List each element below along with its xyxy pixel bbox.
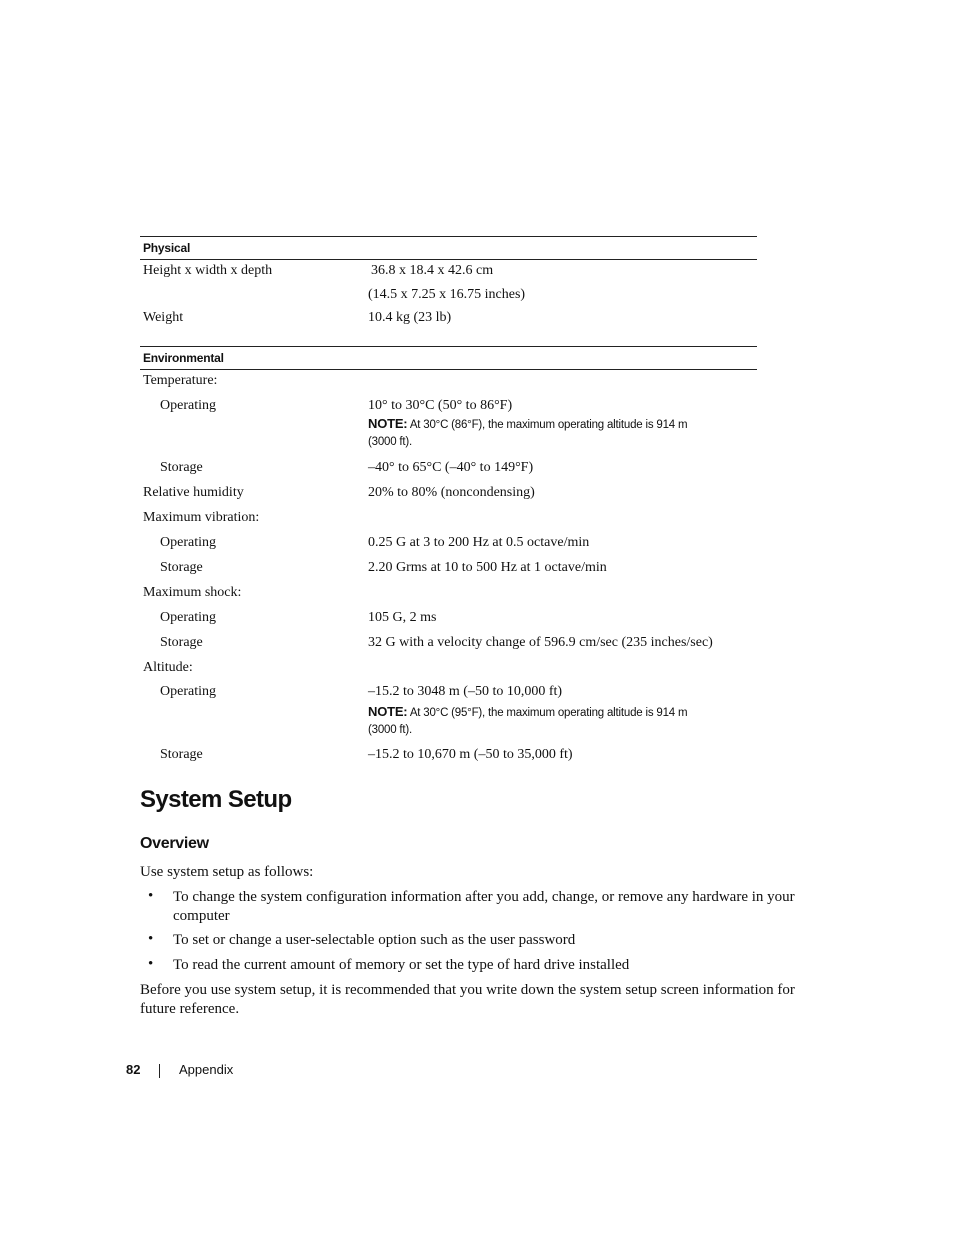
list-item: To read the current amount of memory or set the type of hard drive installed bbox=[173, 957, 630, 973]
bullet-icon: • bbox=[148, 931, 154, 947]
row-value: 0.25 G at 3 to 200 Hz at 0.5 octave/min bbox=[368, 535, 590, 550]
note bbox=[368, 415, 687, 451]
row-value: (14.5 x 7.25 x 16.75 inches) bbox=[368, 287, 526, 302]
row-value: 36.8 x 18.4 x 42.6 cm bbox=[371, 263, 494, 278]
note-text: (3000 ft). bbox=[368, 436, 413, 448]
table-row bbox=[140, 482, 757, 507]
row-label: Temperature: bbox=[143, 373, 218, 388]
row-label: Altitude: bbox=[143, 660, 193, 675]
note bbox=[368, 703, 687, 739]
row-value: –15.2 to 10,670 m (–50 to 35,000 ft) bbox=[368, 747, 573, 762]
row-value: 10.4 kg (23 lb) bbox=[368, 310, 452, 325]
table-row bbox=[140, 308, 757, 346]
row-value: –40° to 65°C (–40° to 149°F) bbox=[368, 460, 534, 475]
table-row bbox=[140, 582, 757, 607]
row-value: 32 G with a velocity change of 596.9 cm/sec (235 inches/sec) bbox=[368, 635, 713, 650]
row-label: Maximum vibration: bbox=[143, 510, 260, 525]
row-label: Maximum shock: bbox=[143, 585, 242, 600]
subsection-title: Overview bbox=[140, 835, 209, 852]
row-value: –15.2 to 3048 m (–50 to 10,000 ft) bbox=[368, 684, 563, 699]
table-row bbox=[140, 260, 757, 284]
bullet-icon: • bbox=[148, 888, 154, 904]
note-label: NOTE: bbox=[368, 704, 408, 719]
row-label: Operating bbox=[160, 610, 216, 625]
table-row bbox=[140, 457, 757, 482]
row-label: Operating bbox=[160, 535, 216, 550]
note-text: (3000 ft). bbox=[368, 724, 413, 736]
row-label: Storage bbox=[160, 460, 203, 475]
row-value: 2.20 Grms at 10 to 500 Hz at 1 octave/min bbox=[368, 560, 607, 575]
footer-section-name: Appendix bbox=[179, 1062, 234, 1077]
row-label: Weight bbox=[143, 310, 184, 325]
row-label: Storage bbox=[160, 560, 203, 575]
row-value: 10° to 30°C (50° to 86°F) bbox=[368, 398, 513, 413]
table-row bbox=[140, 507, 757, 532]
table-row bbox=[140, 395, 757, 457]
row-label: Relative humidity bbox=[143, 485, 244, 500]
row-label: Operating bbox=[160, 398, 216, 413]
physical-section-heading: Physical bbox=[140, 236, 757, 260]
note-text: At 30°C (86°F), the maximum operating altitude is 914 m bbox=[407, 419, 688, 431]
table-row bbox=[140, 532, 757, 557]
environmental-section-heading: Environmental bbox=[140, 346, 757, 370]
table-row bbox=[140, 657, 757, 681]
note-label: NOTE: bbox=[368, 416, 408, 431]
intro-paragraph: Use system setup as follows: bbox=[140, 864, 314, 880]
table-row bbox=[140, 370, 757, 395]
table-row bbox=[140, 607, 757, 632]
list-item: To set or change a user-selectable option such as the user password bbox=[173, 932, 576, 948]
row-label: Storage bbox=[160, 747, 203, 762]
table-row bbox=[140, 632, 757, 657]
table-row bbox=[140, 744, 757, 769]
row-label: Height x width x depth bbox=[143, 263, 273, 278]
row-label: Operating bbox=[160, 684, 216, 699]
note-text: At 30°C (95°F), the maximum operating altitude is 914 m bbox=[407, 707, 688, 719]
table-row bbox=[140, 284, 757, 308]
specifications-table bbox=[140, 236, 757, 769]
list-item: To change the system configuration information after you add, change, or remove any hardware in your computer bbox=[173, 889, 795, 924]
footer-divider bbox=[159, 1064, 160, 1078]
row-value: 20% to 80% (noncondensing) bbox=[368, 485, 535, 500]
section-title: System Setup bbox=[140, 786, 292, 813]
table-row bbox=[140, 557, 757, 582]
table-row bbox=[140, 681, 757, 744]
page-number: 82 bbox=[126, 1062, 141, 1077]
row-label: Storage bbox=[160, 635, 203, 650]
row-value: 105 G, 2 ms bbox=[368, 610, 437, 625]
bullet-icon: • bbox=[148, 956, 154, 972]
closing-paragraph: Before you use system setup, it is recommended that you write down the system setup screen information for future reference. bbox=[140, 982, 795, 1017]
